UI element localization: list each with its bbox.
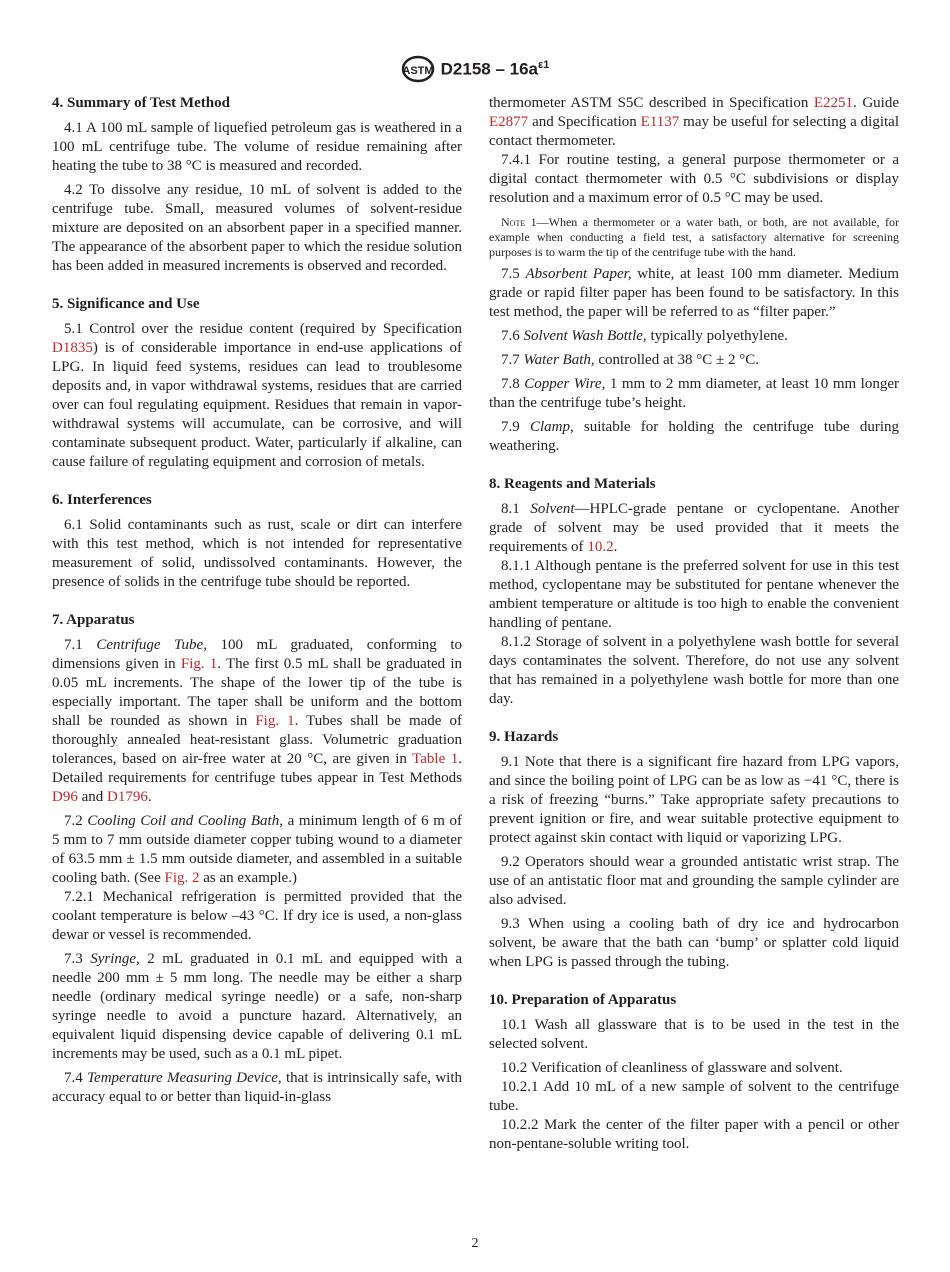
paragraph	[489, 94, 899, 151]
paragraph-text: Control over the residue content (required by Specification	[89, 321, 462, 337]
section-number: 7.4.1	[501, 152, 531, 168]
paragraph	[489, 633, 899, 709]
section-number: 10.2.2	[501, 1117, 539, 1133]
item-term: Clamp,	[529, 419, 574, 435]
paragraph-text: that is intrinsically safe, with accuracy equal to or better than liquid-in-glass	[52, 1070, 463, 1105]
section-number: 5.1	[64, 321, 83, 337]
section-heading: 6. Interferences	[52, 492, 152, 508]
section-number: 7.6	[501, 328, 520, 344]
paragraph	[52, 888, 462, 945]
page-header	[0, 55, 950, 83]
section-number: 7.5	[501, 266, 520, 282]
section-number: 8.1	[501, 501, 520, 517]
paragraph-text: a minimum length of 6 m of 5 mm to 7 mm outside diameter copper tubing wound to a diameter of 63.5 mm ± 1.5 mm outside diameter, and assembled in a suitable cooling bath. (See	[52, 813, 462, 886]
standard-designation	[441, 59, 550, 80]
paragraph-text: When using a cooling bath of dry ice and hydrocarbon solvent, be aware that the bath can ‘bump’ or splatter cold liquid when LPG is passed through the tubing.	[489, 916, 899, 970]
paragraph-text: 1 mm to 2 mm diameter, at least 10 mm longer than the centrifuge tube’s height.	[489, 376, 899, 411]
section-heading: 5. Significance and Use	[52, 296, 200, 312]
paragraph-text: Solid contaminants such as rust, scale or dirt can interfere with this test method, which is not intended for representative measurement of solid, undissolved contaminants. However, the presence of solids in the centrifuge tube should be reported.	[52, 517, 463, 590]
paragraph-text: white, at least 100 mm diameter. Medium grade or rapid filter paper has been found to be satisfactory. In this test method, the paper will be referred to as “filter paper.”	[489, 266, 899, 320]
paragraph	[52, 516, 462, 592]
section-heading: 4. Summary of Test Method	[52, 95, 230, 111]
paragraph	[489, 265, 899, 322]
paragraph	[489, 351, 899, 370]
paragraph	[489, 375, 899, 413]
section-number: 9.2	[501, 854, 520, 870]
item-term: Temperature Measuring Device,	[87, 1070, 282, 1086]
reference-link[interactable]: Fig. 1	[255, 713, 295, 729]
paragraph-text: For routine testing, a general purpose thermometer or a digital contact thermometer with 0.5 °C subdivisions or display resolution and a maximum error of 0.5 °C may be used.	[489, 152, 899, 206]
paragraph-text: thermometer ASTM S5C described in Specification	[489, 95, 814, 111]
paragraph-text: Mark the center of the filter paper with a pencil or other non-pentane-soluble writing tool.	[489, 1117, 899, 1152]
paragraph	[52, 950, 462, 1064]
reference-link[interactable]: 10.2	[587, 539, 614, 555]
paragraph-text: . Detailed requirements for centrifuge tubes appear in Test Methods	[52, 751, 462, 786]
paragraph	[489, 1116, 899, 1154]
paragraph-text: —When a thermometer or a water bath, or both, are not available, for example when conducting a field test, a satisfactory alternative for screening purposes is to warm the tip of the centrifuge tube with the hand.	[489, 215, 899, 259]
section-number: 4.1	[64, 120, 83, 136]
reference-link[interactable]: E1137	[640, 114, 680, 130]
reference-link[interactable]: D96	[52, 789, 78, 805]
paragraph	[52, 119, 462, 176]
reference-link[interactable]: D1835	[52, 340, 93, 356]
paragraph	[489, 151, 899, 208]
section-heading: 7. Apparatus	[52, 612, 135, 628]
item-term: Copper Wire,	[524, 376, 606, 392]
paragraph-text: controlled at 38 °C ± 2 °C.	[594, 352, 760, 368]
paragraph-text: may be useful for selecting a digital contact thermometer.	[489, 114, 899, 149]
designation-superscript: ε1	[538, 58, 550, 71]
section-number: 10.2.1	[501, 1079, 539, 1095]
section-heading: 8. Reagents and Materials	[489, 476, 656, 492]
right-column	[489, 92, 899, 1154]
page-number: 2	[471, 1236, 479, 1251]
paragraph-text: and Specification	[528, 114, 641, 130]
paragraph	[489, 557, 899, 633]
item-term: Solvent Wash Bottle,	[523, 328, 647, 344]
paragraph-text: Note that there is a significant fire hazard from LPG vapors, and since the boiling point of LPG can be as low as −41 °C, there is a risk of freezing “burns.” Take appropriate safety precautions to prevent ignition or fire, and wear suitable protective equipment to protect against skin contact with liquid or vaporizing LPG.	[489, 754, 899, 846]
item-term: Centrifuge Tube,	[96, 637, 207, 653]
section-number: 7.8	[501, 376, 520, 392]
section-number: 10.2	[501, 1060, 528, 1076]
reference-link[interactable]: Table 1	[412, 751, 459, 767]
note-paragraph	[489, 215, 899, 260]
reference-link[interactable]: E2877	[489, 114, 529, 130]
paragraph-text: . Tubes shall be made of thoroughly annealed heat-resistant glass. Volumetric graduation tolerances, based on air-free water at 20 °C, are given in	[52, 713, 462, 767]
reference-link[interactable]: Fig. 1	[180, 656, 218, 672]
section-number: 9.1	[501, 754, 520, 770]
section-number: 8.1.1	[501, 558, 531, 574]
section-number: 9.3	[501, 916, 520, 932]
paragraph-text: Although pentane is the preferred solvent for use in this test method, cyclopentane may be substituted for pentane whenever the ambient temperature or altitude is too high to enable the convenient handling of pentane.	[489, 558, 899, 631]
paragraph-text: To dissolve any residue, 10 mL of solvent is added to the centrifuge tube. Small, measured volumes of solvent-residue mixture are deposited on an absorbent paper in a specified manner. The appearance of the absorbent paper to which the residue solution has been added in measured increments is observed and recorded.	[52, 182, 462, 274]
item-term: Syringe,	[90, 951, 140, 967]
paragraph-text: and	[77, 789, 108, 805]
paragraph-text: typically polyethylene.	[646, 328, 788, 344]
paragraph-text: A 100 mL sample of liquefied petroleum gas is weathered in a 100 mL centrifuge tube. The volume of residue remaining after heating the tube to 38 °C is measured and recorded.	[52, 120, 462, 174]
reference-link[interactable]: E2251	[813, 95, 854, 111]
section-number: 8.1.2	[501, 634, 531, 650]
paragraph-text: Storage of solvent in a polyethylene wash bottle for several days contaminates the solvent. Therefore, do not use any solvent that has remained in a polyethylene wash bottle for more than one day.	[489, 634, 899, 707]
paragraph-text: Verification of cleanliness of glassware and solvent.	[530, 1060, 843, 1076]
designation-text: D2158 – 16a	[440, 59, 539, 79]
section-number: 10.1	[501, 1017, 528, 1033]
paragraph-text: Mechanical refrigeration is permitted provided that the coolant temperature is below –43 °C. If dry ice is used, a non-glass dewar or vessel is recommended.	[52, 889, 462, 943]
item-term: Solvent	[530, 501, 575, 517]
paragraph	[52, 812, 462, 888]
paragraph	[489, 753, 899, 848]
paragraph-text: —HPLC-grade pentane or cyclopentane. Another grade of solvent may be used provided that it meets the requirements of	[489, 501, 900, 555]
paragraph-text: suitable for holding the centrifuge tube during weathering.	[489, 419, 900, 454]
paragraph-text: . The first 0.5 mL shall be graduated in 0.05 mL increments. The shape of the lower tip of the tube is especially important. The taper shall be uniform and the bottom shall be rounded as shown in	[52, 656, 462, 729]
item-term: Water Bath,	[523, 352, 595, 368]
section-number: 7.2	[64, 813, 83, 829]
section-number: 7.7	[501, 352, 520, 368]
paragraph-text: .	[147, 789, 152, 805]
astm-logo-icon	[401, 55, 435, 83]
paragraph	[52, 1069, 462, 1107]
reference-link[interactable]: D1796	[107, 789, 148, 805]
paragraph	[489, 1078, 899, 1116]
paragraph-text: 2 mL graduated in 0.1 mL and equipped with a needle 200 mm ± 5 mm long. The needle may be either a sharp needle (ordinary medical syringe needle) or a safe, non-sharp syringe needle to avoid a puncture hazard. Alternatively, an equivalent liquid dispensing device capable of delivering 0.1 mL increments may be used, such as a 0.1 mL pipet.	[52, 951, 462, 1062]
section-number: 7.2.1	[64, 889, 94, 905]
paragraph	[52, 181, 462, 276]
left-column	[52, 92, 462, 1107]
paragraph-text: .	[613, 539, 618, 555]
section-number: 7.4	[64, 1070, 83, 1086]
paragraph	[52, 320, 462, 472]
svg-text:ASTM: ASTM	[402, 65, 434, 77]
section-heading: 9. Hazards	[489, 729, 559, 745]
paragraph-text: Wash all glassware that is to be used in the test in the selected solvent.	[489, 1017, 899, 1052]
paragraph-text: Operators should wear a grounded antistatic wrist strap. The use of an antistatic floor mat and grounding the sample cylinder are also advised.	[489, 854, 899, 908]
section-heading: 10. Preparation of Apparatus	[489, 992, 677, 1008]
section-number: 7.3	[64, 951, 83, 967]
paragraph	[489, 915, 899, 972]
section-number: 7.1	[64, 637, 83, 653]
paragraph-text: ) is of considerable importance in end-use applications of LPG. In liquid feed systems, residues can lead to troublesome deposits and, in vapor withdrawal systems, residues that are carried over can foul regulating equipment. Residues that remain in vapor-withdrawal systems will accumulate, can be corrosive, and will contaminate subsequent product. Water, particularly if alkaline, can cause failure of regulating equipment and corrosion of metals.	[52, 340, 462, 470]
item-term: Absorbent Paper,	[525, 266, 632, 282]
paragraph	[52, 636, 462, 807]
paragraph	[489, 327, 899, 346]
paragraph	[489, 1016, 899, 1054]
paragraph-text: . Guide	[853, 95, 899, 111]
item-term: Cooling Coil and Cooling Bath,	[87, 813, 283, 829]
section-number: 7.9	[501, 419, 520, 435]
note-label: Note 1	[501, 215, 537, 229]
paragraph	[489, 500, 899, 557]
paragraph-text: 100 mL graduated, conforming to dimensions given in	[52, 637, 463, 672]
paragraph	[489, 418, 899, 456]
section-number: 6.1	[64, 517, 83, 533]
reference-link[interactable]: Fig. 2	[164, 870, 200, 886]
paragraph	[489, 1059, 899, 1078]
paragraph-text: as an example.)	[199, 870, 297, 886]
section-number: 4.2	[64, 182, 83, 198]
paragraph-text: Add 10 mL of a new sample of solvent to the centrifuge tube.	[489, 1079, 899, 1114]
paragraph	[489, 853, 899, 910]
